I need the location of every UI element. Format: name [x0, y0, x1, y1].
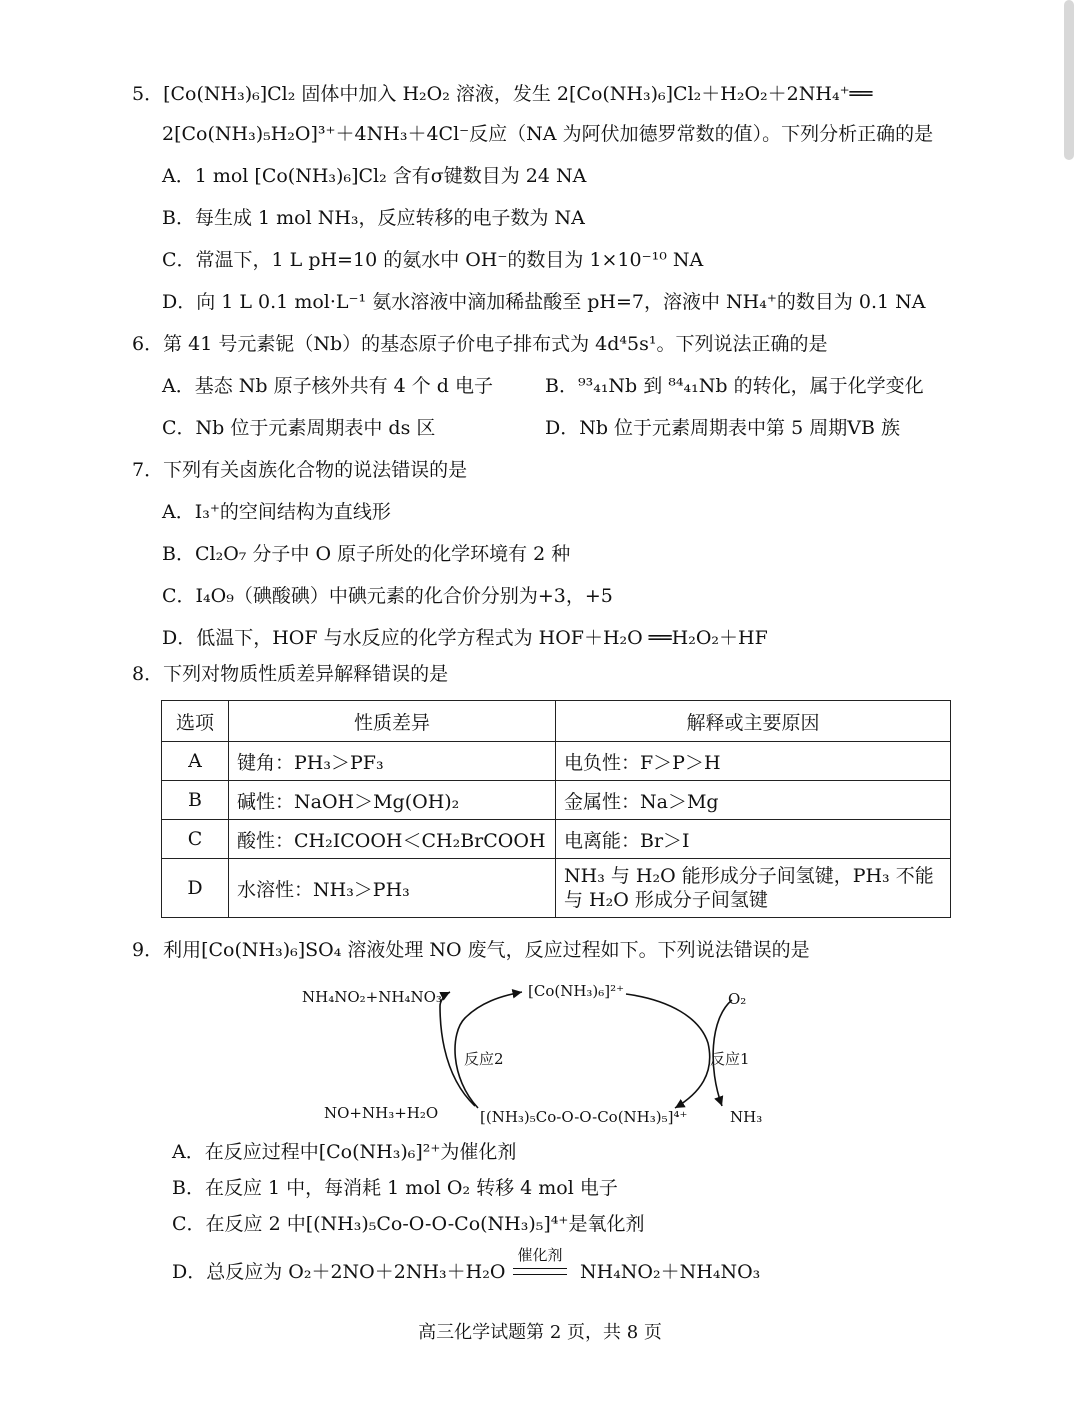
table-cell: A — [162, 742, 229, 781]
q5-stem-line2: 2[Co(NH₃)₅H₂O]³⁺＋4NH₃＋4Cl⁻反应（NA 为阿伏加德罗常数的值）。下列分析正确的是 — [162, 123, 934, 145]
q6-option-d: D．Nb 位于元素周期表中第 5 周期VB 族 — [545, 417, 900, 439]
q5-stem-line1: 5．[Co(NH₃)₆]Cl₂ 固体中加入 H₂O₂ 溶液，发生 2[Co(NH₃)₆]Cl₂＋H₂O₂＋2NH₄⁺══ — [132, 83, 873, 105]
scrollbar[interactable] — [1064, 0, 1074, 160]
table-cell: 电离能：Br＞I — [556, 820, 951, 859]
table-row — [162, 820, 951, 859]
table-cell: 金属性：Na＞Mg — [556, 781, 951, 820]
q9-stem: 9．利用[Co(NH₃)₆]SO₄ 溶液处理 NO 废气，反应过程如下。下列说法错误的是 — [132, 939, 810, 961]
table-cell: 电负性：F＞P＞H — [556, 742, 951, 781]
table-cell: 碱性：NaOH＞Mg(OH)₂ — [229, 781, 556, 820]
table-row — [162, 859, 951, 918]
q7-stem: 7．下列有关卤族化合物的说法错误的是 — [132, 459, 468, 481]
q5-option-c: C．常温下，1 L pH=10 的氨水中 OH⁻的数目为 1×10⁻¹⁰ NA — [162, 249, 704, 271]
equals-sign — [513, 1268, 567, 1275]
table-cell: C — [162, 820, 229, 859]
q7-option-d: D．低温下，HOF 与水反应的化学方程式为 HOF＋H₂O ══H₂O₂＋HF — [162, 627, 768, 649]
diagram-bottom-left: NO+NH₃+H₂O — [324, 1104, 439, 1122]
q6-option-a: A．基态 Nb 原子核外共有 4 个 d 电子 — [162, 375, 493, 397]
table-cell: B — [162, 781, 229, 820]
q9-option-b: B．在反应 1 中，每消耗 1 mol O₂ 转移 4 mol 电子 — [172, 1177, 618, 1199]
reaction-cycle-diagram — [290, 978, 790, 1138]
table-row — [162, 781, 951, 820]
q5-option-a: A．1 mol [Co(NH₃)₆]Cl₂ 含有σ键数目为 24 NA — [162, 165, 587, 187]
diagram-bottom-center: [(NH₃)₅Co-O-O-Co(NH₃)₅]⁴⁺ — [480, 1108, 688, 1126]
table-cell: D — [162, 859, 229, 918]
table-header: 解释或主要原因 — [556, 701, 951, 742]
q9-option-a: A．在反应过程中[Co(NH₃)₆]²⁺为催化剂 — [172, 1141, 517, 1163]
q9-option-c: C．在反应 2 中[(NH₃)₅Co-O-O-Co(NH₃)₅]⁴⁺是氧化剂 — [172, 1213, 645, 1235]
catalyst-label: 催化剂 — [517, 1246, 563, 1264]
q6-option-b: B．⁹³₄₁Nb 到 ⁸⁴₄₁Nb 的转化，属于化学变化 — [545, 375, 924, 397]
diagram-reaction2-label: 反应2 — [464, 1050, 504, 1068]
q6-stem: 6．第 41 号元素铌（Nb）的基态原子价电子排布式为 4d⁴5s¹。下列说法正确的是 — [132, 333, 828, 355]
q7-option-a: A．I₃⁺的空间结构为直线形 — [162, 501, 391, 523]
table-header: 性质差异 — [229, 701, 556, 742]
q7-option-c: C．I₄O₉（碘酸碘）中碘元素的化合价分别为+3，+5 — [162, 585, 613, 607]
q5-option-d: D．向 1 L 0.1 mol·L⁻¹ 氨水溶液中滴加稀盐酸至 pH=7，溶液中 NH₄⁺的数目为 0.1 NA — [162, 291, 926, 313]
table-cell: NH₃ 与 H₂O 能形成分子间氢键，PH₃ 不能与 H₂O 形成分子间氢键 — [556, 859, 951, 918]
q9-option-d-prefix: D．总反应为 O₂＋2NO＋2NH₃＋H₂O — [172, 1261, 506, 1283]
q9-option-d-suffix: NH₄NO₂＋NH₄NO₃ — [580, 1261, 761, 1283]
table-cell: 键角：PH₃＞PF₃ — [229, 742, 556, 781]
q6-option-c: C．Nb 位于元素周期表中 ds 区 — [162, 417, 436, 439]
table-cell: 酸性：CH₂ICOOH＜CH₂BrCOOH — [229, 820, 556, 859]
q8-stem: 8．下列对物质性质差异解释错误的是 — [132, 663, 449, 685]
table-row — [162, 742, 951, 781]
table-cell: 水溶性：NH₃＞PH₃ — [229, 859, 556, 918]
page-footer: 高三化学试题第 2 页，共 8 页 — [418, 1322, 662, 1343]
table-header: 选项 — [162, 701, 229, 742]
diagram-reaction1-label: 反应1 — [710, 1050, 750, 1068]
diagram-top-right: O₂ — [728, 990, 747, 1008]
diagram-bottom-right: NH₃ — [730, 1108, 763, 1126]
table-header-row — [162, 701, 951, 742]
diagram-top-left: NH₄NO₂+NH₄NO₃ — [302, 988, 442, 1006]
q7-option-b: B．Cl₂O₇ 分子中 O 原子所处的化学环境有 2 种 — [162, 543, 571, 565]
q8-table — [161, 700, 951, 918]
diagram-top-center: [Co(NH₃)₆]²⁺ — [528, 982, 625, 1000]
reaction1-arc-main — [626, 994, 710, 1108]
q5-option-b: B．每生成 1 mol NH₃，反应转移的电子数为 NA — [162, 207, 585, 229]
